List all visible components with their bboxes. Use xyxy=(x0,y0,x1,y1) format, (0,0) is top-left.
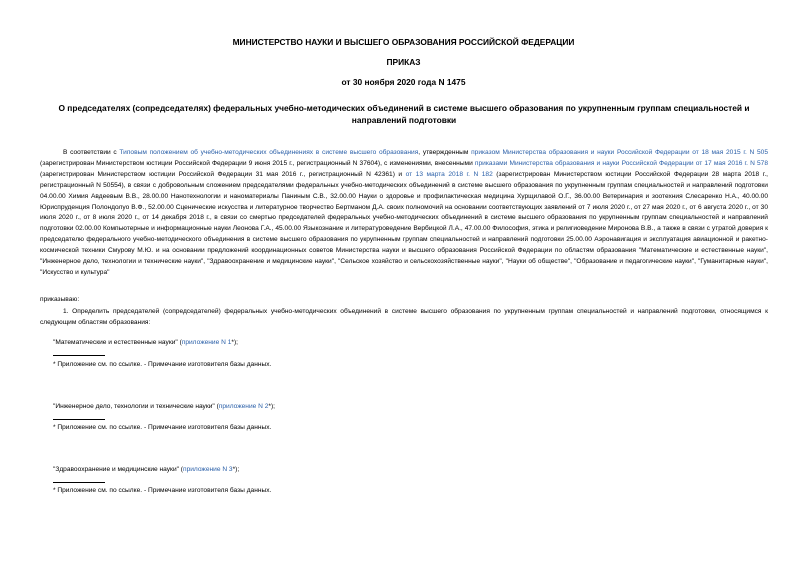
link-order-578[interactable]: приказами Министерства образования и науки Российской Федерации от 17 мая 2016 г. N 578 xyxy=(474,159,768,167)
preamble-text: , утвержденным xyxy=(418,149,472,156)
link-appendix-1[interactable]: приложение N 1 xyxy=(181,339,232,346)
ref-end: *); xyxy=(232,466,240,473)
preamble-text: (зарегистрирован Министерством юстиции Российской Федерации 28 марта 2018 г., регистрационный N 50554), в связи с добровольным сложением председателями федеральных учебно-методических объединений в системе высшего образования по укрупненным группам специальностей и направлений подготовки 04.00.00 Химия Авдеевым В.В., 28.00.00 Нанотехнологии и наноматериалы Паниным С.В., 32.00.00 Науки о здоровье и профилактическая медицина Хурщилавой О.Г., 36.00.00 Ветеринария и зоотехния Слесаренко Н.А., 40.00.00 Юриспруденция Полондолуо В.Ф., 52.00.00 Сценические искусства и литературное творчество Бертманом Д.А. своих полномочий на основании соответствующих заявлений от 7 июля 2020 г., от 27 мая 2020 г., от 6 августа 2020 г., от 30 июля 2020 г., от 8 июля 2020 г., от 14 декабря 2018 г., в связи со смертью председателей федеральных учебно-методических объединений в системе высшего образования по укрупненным группам специальностей и направлений подготовки 02.00.00 Компьютерные и информационные науки Леонова Г.А., 45.00.00 Языкознание и литературоведение Вербицкой Л.А., 47.00.00 Философия, этика и религиоведение Миронова В.В., а также в связи с утратой доверия к председателю федерального учебно-методического объединения в системе высшего образования по укрупненным группам специальностей и направлений подготовки 25.00.00 Аэронавигация и эксплуатация авиационной и ракетно-космической техники Смурову М.Ю. и на основании предложений координационных советов Министерства науки и высшего образования Российской Федерации по областям образования "Математические и естественные науки", "Инженерное дело, технологии и технические науки", "Здравоохранение и медицинские науки", "Сельское хозяйство и сельскохозяйственные науки", "Науки об обществе", "Образование и педагогические науки", "Гуманитарные науки", "Искусство и культура" xyxy=(40,170,768,276)
footnote-divider xyxy=(53,355,105,356)
footnote: * Приложение см. по ссылке. - Примечание изготовителя базы данных. xyxy=(53,361,272,368)
footnote: * Приложение см. по ссылке. - Примечание изготовителя базы данных. xyxy=(53,487,272,494)
footnote-divider xyxy=(53,482,105,483)
link-appendix-2[interactable]: приложение N 2 xyxy=(218,403,269,410)
preamble-text: (зарегистрирован Министерством юстиции Российской Федерации 31 мая 2016 г., регистрационный N 42361) и xyxy=(40,170,406,178)
link-typical-regulation[interactable]: Типовым положением об учебно-методических объединениях в системе высшего образования xyxy=(119,149,419,156)
ref-end: *); xyxy=(268,403,275,410)
link-appendix-3[interactable]: приложение N 3 xyxy=(183,466,233,473)
ministry-heading: МИНИСТЕРСТВО НАУКИ И ВЫСШЕГО ОБРАЗОВАНИЯ РОССИЙСКОЙ ФЕДЕРАЦИИ xyxy=(232,37,575,47)
ref-healthcare xyxy=(53,466,239,473)
doc-type-heading: ПРИКАЗ xyxy=(386,57,421,67)
order-word: приказываю: xyxy=(40,296,80,303)
ref-text: "Здравоохранение и медицинские науки" ( xyxy=(53,466,183,473)
ref-end: *); xyxy=(231,339,238,346)
preamble-text: (зарегистрирован Министерством юстиции Российской Федерации 9 июня 2015 г., регистрационный N 37604), с изменениями, внесенными xyxy=(40,159,475,167)
ref-engineering xyxy=(53,403,275,410)
preamble-paragraph xyxy=(40,148,768,279)
preamble-text: В соответствии с xyxy=(63,149,120,156)
order-subject: О председателях (сопредседателях) федеральных учебно-методических объединений в системе высшего образования по укрупненным группам специальностей и направлений подготовки xyxy=(58,103,750,125)
link-order-505[interactable]: приказом Министерства образования и науки Российской Федерации от 18 мая 2015 г. N 505 xyxy=(471,149,769,156)
ref-text: "Инженерное дело, технологии и технические науки" ( xyxy=(53,403,219,410)
ref-math-natural xyxy=(53,339,238,346)
link-order-182[interactable]: от 13 марта 2018 г. N 182 xyxy=(405,170,493,178)
footnote: * Приложение см. по ссылке. - Примечание изготовителя базы данных. xyxy=(53,424,272,431)
item-1: 1. Определить председателей (сопредседателей) федеральных учебно-методических объединений в системе высшего образования по укрупненным группам специальностей и направлений подготовки, относящимся к следующим областям образования: xyxy=(40,308,768,326)
date-number-heading: от 30 ноября 2020 года N 1475 xyxy=(341,77,466,87)
footnote-divider xyxy=(53,419,105,420)
ref-text: "Математические и естественные науки" ( xyxy=(53,339,182,346)
